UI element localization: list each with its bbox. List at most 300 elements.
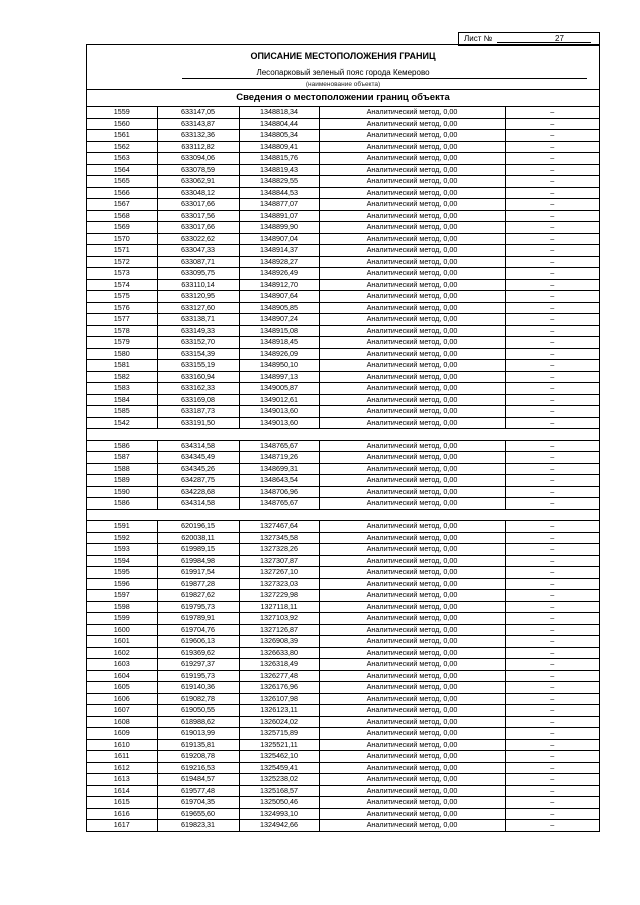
- point-number-cell: 1592: [87, 532, 157, 544]
- point-description-cell: –: [505, 624, 599, 636]
- point-description-cell: –: [505, 705, 599, 717]
- table-row: [87, 371, 599, 383]
- x-coordinate-cell: 633147,05: [157, 107, 239, 118]
- point-number-cell: 1609: [87, 728, 157, 740]
- point-description-cell: –: [505, 578, 599, 590]
- x-coordinate-cell: 633095,75: [157, 268, 239, 280]
- point-number-cell: 1564: [87, 164, 157, 176]
- y-coordinate-cell: 1348899,90: [239, 222, 319, 234]
- point-number-cell: 1582: [87, 371, 157, 383]
- point-description-cell: –: [505, 498, 599, 510]
- method-accuracy-cell: Аналитический метод, 0,00: [319, 797, 505, 809]
- x-coordinate-cell: 633155,19: [157, 360, 239, 372]
- x-coordinate-cell: 633047,33: [157, 245, 239, 257]
- point-number-cell: 1565: [87, 176, 157, 188]
- x-coordinate-cell: 619577,48: [157, 785, 239, 797]
- x-coordinate-cell: 633152,70: [157, 337, 239, 349]
- point-description-cell: –: [505, 314, 599, 326]
- point-number-cell: 1615: [87, 797, 157, 809]
- sheet-number: 27: [555, 34, 564, 43]
- table-row: [87, 417, 599, 429]
- y-coordinate-cell: 1326176,96: [239, 682, 319, 694]
- y-coordinate-cell: 1348765,67: [239, 498, 319, 510]
- table-row: [87, 394, 599, 406]
- y-coordinate-cell: 1348907,24: [239, 314, 319, 326]
- y-coordinate-cell: 1348804,44: [239, 118, 319, 130]
- point-description-cell: –: [505, 532, 599, 544]
- point-number-cell: 1567: [87, 199, 157, 211]
- x-coordinate-cell: 619795,73: [157, 601, 239, 613]
- x-coordinate-cell: 634314,58: [157, 498, 239, 510]
- y-coordinate-cell: 1325050,46: [239, 797, 319, 809]
- point-description-cell: –: [505, 555, 599, 567]
- point-description-cell: –: [505, 417, 599, 429]
- point-number-cell: 1591: [87, 521, 157, 533]
- point-number-cell: 1614: [87, 785, 157, 797]
- table-row: [87, 647, 599, 659]
- method-accuracy-cell: Аналитический метод, 0,00: [319, 808, 505, 820]
- point-description-cell: –: [505, 808, 599, 820]
- point-number-cell: 1572: [87, 256, 157, 268]
- y-coordinate-cell: 1325238,02: [239, 774, 319, 786]
- table-row: [87, 705, 599, 717]
- y-coordinate-cell: 1325521,11: [239, 739, 319, 751]
- point-number-cell: 1581: [87, 360, 157, 372]
- y-coordinate-cell: 1348815,76: [239, 153, 319, 165]
- method-accuracy-cell: Аналитический метод, 0,00: [319, 107, 505, 118]
- y-coordinate-cell: 1326633,80: [239, 647, 319, 659]
- y-coordinate-cell: 1348699,31: [239, 463, 319, 475]
- y-coordinate-cell: 1327307,87: [239, 555, 319, 567]
- point-number-cell: 1573: [87, 268, 157, 280]
- x-coordinate-cell: 619877,28: [157, 578, 239, 590]
- point-description-cell: –: [505, 302, 599, 314]
- x-coordinate-cell: 633143,87: [157, 118, 239, 130]
- x-coordinate-cell: 633132,36: [157, 130, 239, 142]
- y-coordinate-cell: 1325168,57: [239, 785, 319, 797]
- point-number-cell: 1580: [87, 348, 157, 360]
- method-accuracy-cell: Аналитический метод, 0,00: [319, 716, 505, 728]
- x-coordinate-cell: 619827,62: [157, 590, 239, 602]
- method-accuracy-cell: Аналитический метод, 0,00: [319, 751, 505, 763]
- y-coordinate-cell: 1348926,09: [239, 348, 319, 360]
- method-accuracy-cell: Аналитический метод, 0,00: [319, 682, 505, 694]
- table-row: [87, 141, 599, 153]
- point-description-cell: –: [505, 440, 599, 452]
- point-description-cell: –: [505, 256, 599, 268]
- x-coordinate-cell: 619984,98: [157, 555, 239, 567]
- y-coordinate-cell: 1348844,53: [239, 187, 319, 199]
- point-description-cell: –: [505, 164, 599, 176]
- y-coordinate-cell: 1348928,27: [239, 256, 319, 268]
- y-coordinate-cell: 1348914,37: [239, 245, 319, 257]
- point-number-cell: 1605: [87, 682, 157, 694]
- point-description-cell: –: [505, 613, 599, 625]
- method-accuracy-cell: Аналитический метод, 0,00: [319, 348, 505, 360]
- method-accuracy-cell: Аналитический метод, 0,00: [319, 153, 505, 165]
- point-description-cell: –: [505, 245, 599, 257]
- table-row: [87, 797, 599, 809]
- y-coordinate-cell: 1326024,02: [239, 716, 319, 728]
- point-description-cell: –: [505, 406, 599, 418]
- x-coordinate-cell: 633062,91: [157, 176, 239, 188]
- table-row: [87, 820, 599, 831]
- point-number-cell: 1602: [87, 647, 157, 659]
- x-coordinate-cell: 619917,54: [157, 567, 239, 579]
- point-number-cell: 1617: [87, 820, 157, 831]
- table-row: [87, 199, 599, 211]
- table-row: [87, 245, 599, 257]
- x-coordinate-cell: 620038,11: [157, 532, 239, 544]
- method-accuracy-cell: Аналитический метод, 0,00: [319, 739, 505, 751]
- x-coordinate-cell: 619082,78: [157, 693, 239, 705]
- table-row: [87, 164, 599, 176]
- point-description-cell: –: [505, 383, 599, 395]
- method-accuracy-cell: Аналитический метод, 0,00: [319, 463, 505, 475]
- y-coordinate-cell: 1348805,34: [239, 130, 319, 142]
- point-number-cell: 1612: [87, 762, 157, 774]
- method-accuracy-cell: Аналитический метод, 0,00: [319, 187, 505, 199]
- point-description-cell: –: [550, 820, 555, 830]
- table-row: [87, 808, 599, 820]
- point-number-cell: 1613: [87, 774, 157, 786]
- method-accuracy-cell: Аналитический метод, 0,00: [319, 176, 505, 188]
- point-number-cell: 1608: [87, 716, 157, 728]
- table-row: [87, 153, 599, 165]
- point-number-cell: 1563: [87, 153, 157, 165]
- table-row: [87, 314, 599, 326]
- y-coordinate-cell: 1348829,55: [239, 176, 319, 188]
- y-coordinate-cell: 1348877,07: [239, 199, 319, 211]
- x-coordinate-cell: 633169,08: [157, 394, 239, 406]
- point-description-cell: –: [505, 762, 599, 774]
- boundary-description-form: [86, 44, 600, 832]
- point-description-cell: –: [505, 176, 599, 188]
- x-coordinate-cell: 633112,82: [157, 141, 239, 153]
- point-description-cell: –: [505, 153, 599, 165]
- x-coordinate-cell: 633048,12: [157, 187, 239, 199]
- point-description-cell: –: [505, 210, 599, 222]
- table-row: [87, 440, 599, 452]
- x-coordinate-cell: 620196,15: [157, 521, 239, 533]
- y-coordinate-cell: 1348818,34: [239, 107, 319, 118]
- x-coordinate-cell: 619823,31: [157, 820, 239, 831]
- point-number-cell: 1610: [87, 739, 157, 751]
- table-row: [87, 682, 599, 694]
- method-accuracy-cell: Аналитический метод, 0,00: [319, 417, 505, 429]
- point-description-cell: –: [505, 682, 599, 694]
- point-description-cell: –: [505, 521, 599, 533]
- x-coordinate-cell: 634345,26: [157, 463, 239, 475]
- method-accuracy-cell: Аналитический метод, 0,00: [319, 567, 505, 579]
- y-coordinate-cell: 1325459,41: [239, 762, 319, 774]
- y-coordinate-cell: 1348891,07: [239, 210, 319, 222]
- y-coordinate-cell: 1348765,67: [239, 440, 319, 452]
- point-number-cell: 1575: [87, 291, 157, 303]
- table-row: [87, 486, 599, 498]
- method-accuracy-cell: Аналитический метод, 0,00: [319, 141, 505, 153]
- method-accuracy-cell: Аналитический метод, 0,00: [319, 728, 505, 740]
- y-coordinate-cell: 1324942,66: [239, 820, 319, 831]
- y-coordinate-cell: 1326908,39: [239, 636, 319, 648]
- table-row: [87, 532, 599, 544]
- x-coordinate-cell: 619989,15: [157, 544, 239, 556]
- table-row: [87, 590, 599, 602]
- point-description-cell: –: [505, 567, 599, 579]
- method-accuracy-cell: Аналитический метод, 0,00: [319, 279, 505, 291]
- x-coordinate-cell: 633149,33: [157, 325, 239, 337]
- method-accuracy-cell: Аналитический метод, 0,00: [319, 647, 505, 659]
- y-coordinate-cell: 1348809,41: [239, 141, 319, 153]
- point-description-cell: –: [505, 199, 599, 211]
- x-coordinate-cell: 633022,62: [157, 233, 239, 245]
- table-row: [87, 268, 599, 280]
- x-coordinate-cell: 619606,13: [157, 636, 239, 648]
- x-coordinate-cell: 619050,55: [157, 705, 239, 717]
- point-description-cell: –: [505, 348, 599, 360]
- point-number-cell: 1571: [87, 245, 157, 257]
- method-accuracy-cell: Аналитический метод, 0,00: [319, 693, 505, 705]
- x-coordinate-cell: 619297,37: [157, 659, 239, 671]
- point-number-cell: 1590: [87, 486, 157, 498]
- table-row: [87, 130, 599, 142]
- sheet-number-underline: [497, 42, 591, 43]
- point-description-cell: –: [505, 141, 599, 153]
- x-coordinate-cell: 619704,35: [157, 797, 239, 809]
- blank-cell: [87, 509, 599, 521]
- x-coordinate-cell: 633187,73: [157, 406, 239, 418]
- point-number-cell: 1589: [87, 475, 157, 487]
- table-row: [87, 739, 599, 751]
- point-number-cell: 1586: [87, 440, 157, 452]
- method-accuracy-cell: Аналитический метод, 0,00: [319, 199, 505, 211]
- x-coordinate-cell: 633094,06: [157, 153, 239, 165]
- table-row: [87, 291, 599, 303]
- x-coordinate-cell: 633017,66: [157, 199, 239, 211]
- point-number-cell: 1611: [87, 751, 157, 763]
- table-row: [87, 406, 599, 418]
- x-coordinate-cell: 633160,94: [157, 371, 239, 383]
- method-accuracy-cell: Аналитический метод, 0,00: [319, 532, 505, 544]
- y-coordinate-cell: 1327323,03: [239, 578, 319, 590]
- table-row: [87, 256, 599, 268]
- table-row: [87, 222, 599, 234]
- table-row: [87, 555, 599, 567]
- y-coordinate-cell: 1326318,49: [239, 659, 319, 671]
- y-coordinate-cell: 1348905,85: [239, 302, 319, 314]
- x-coordinate-cell: 619655,60: [157, 808, 239, 820]
- point-number-cell: 1569: [87, 222, 157, 234]
- point-number-cell: 1585: [87, 406, 157, 418]
- y-coordinate-cell: 1348907,64: [239, 291, 319, 303]
- table-row: [87, 452, 599, 464]
- method-accuracy-cell: Аналитический метод, 0,00: [319, 498, 505, 510]
- method-accuracy-cell: Аналитический метод, 0,00: [319, 486, 505, 498]
- y-coordinate-cell: 1327467,64: [239, 521, 319, 533]
- table-row: [87, 762, 599, 774]
- point-description-cell: –: [505, 130, 599, 142]
- point-number-cell: 1576: [87, 302, 157, 314]
- table-row: [87, 337, 599, 349]
- table-row: [87, 578, 599, 590]
- point-number-cell: 1559: [87, 107, 157, 118]
- point-number-cell: 1606: [87, 693, 157, 705]
- x-coordinate-cell: 619216,53: [157, 762, 239, 774]
- point-number-cell: 1597: [87, 590, 157, 602]
- y-coordinate-cell: 1327328,26: [239, 544, 319, 556]
- x-coordinate-cell: 619140,36: [157, 682, 239, 694]
- point-description-cell: –: [505, 325, 599, 337]
- table-row: [87, 567, 599, 579]
- point-description-cell: –: [505, 601, 599, 613]
- y-coordinate-cell: 1349012,61: [239, 394, 319, 406]
- point-number-cell: 1587: [87, 452, 157, 464]
- method-accuracy-cell: Аналитический метод, 0,00: [319, 164, 505, 176]
- point-description-cell: –: [505, 670, 599, 682]
- x-coordinate-cell: 633191,50: [157, 417, 239, 429]
- method-accuracy-cell: Аналитический метод, 0,00: [319, 555, 505, 567]
- method-accuracy-cell: Аналитический метод, 0,00: [319, 130, 505, 142]
- point-description-cell: –: [505, 774, 599, 786]
- point-description-cell: –: [505, 647, 599, 659]
- point-description-cell: –: [505, 452, 599, 464]
- point-description-cell: –: [505, 279, 599, 291]
- x-coordinate-cell: 634228,68: [157, 486, 239, 498]
- method-accuracy-cell: Аналитический метод, 0,00: [319, 337, 505, 349]
- method-accuracy-cell: Аналитический метод, 0,00: [319, 475, 505, 487]
- method-accuracy-cell: Аналитический метод, 0,00: [319, 521, 505, 533]
- x-coordinate-cell: 633154,39: [157, 348, 239, 360]
- y-coordinate-cell: 1348997,13: [239, 371, 319, 383]
- point-description-cell: –: [505, 693, 599, 705]
- y-coordinate-cell: 1348706,96: [239, 486, 319, 498]
- document-title: ОПИСАНИЕ МЕСТОПОЛОЖЕНИЯ ГРАНИЦ: [250, 51, 436, 61]
- y-coordinate-cell: 1327126,87: [239, 624, 319, 636]
- table-row: [87, 302, 599, 314]
- y-coordinate-cell: 1348912,70: [239, 279, 319, 291]
- method-accuracy-cell: Аналитический метод, 0,00: [319, 705, 505, 717]
- point-description-cell: –: [505, 222, 599, 234]
- blank-row: [87, 429, 599, 441]
- y-coordinate-cell: 1349013,60: [239, 417, 319, 429]
- object-name-caption: (наименование объекта): [87, 79, 599, 90]
- point-number-cell: 1601: [87, 636, 157, 648]
- point-number-cell: 1568: [87, 210, 157, 222]
- point-description-cell: –: [505, 590, 599, 602]
- method-accuracy-cell: Аналитический метод, 0,00: [319, 762, 505, 774]
- x-coordinate-cell: 618988,62: [157, 716, 239, 728]
- point-description-cell: –: [505, 371, 599, 383]
- y-coordinate-cell: 1326277,48: [239, 670, 319, 682]
- table-row: [87, 774, 599, 786]
- method-accuracy-cell: Аналитический метод, 0,00: [319, 291, 505, 303]
- y-coordinate-cell: 1348719,26: [239, 452, 319, 464]
- table-row: [87, 210, 599, 222]
- point-number-cell: 1561: [87, 130, 157, 142]
- y-coordinate-cell: 1327118,11: [239, 601, 319, 613]
- table-row: [87, 751, 599, 763]
- x-coordinate-cell: 633087,71: [157, 256, 239, 268]
- x-coordinate-cell: 633110,14: [157, 279, 239, 291]
- point-number-cell: 1542: [87, 417, 157, 429]
- table-row: [87, 636, 599, 648]
- table-row: [87, 659, 599, 671]
- point-description-cell: –: [505, 785, 599, 797]
- x-coordinate-cell: 634345,49: [157, 452, 239, 464]
- x-coordinate-cell: 619195,73: [157, 670, 239, 682]
- point-description-cell: –: [505, 751, 599, 763]
- method-accuracy-cell: Аналитический метод, 0,00: [319, 118, 505, 130]
- method-accuracy-cell: Аналитический метод, 0,00: [319, 659, 505, 671]
- y-coordinate-cell: 1349013,60: [239, 406, 319, 418]
- point-description-cell: –: [505, 360, 599, 372]
- point-number-cell: 1584: [87, 394, 157, 406]
- x-coordinate-cell: 633162,33: [157, 383, 239, 395]
- table-row: [87, 785, 599, 797]
- table-row: [87, 279, 599, 291]
- x-coordinate-cell: 619704,76: [157, 624, 239, 636]
- x-coordinate-cell: 619013,99: [157, 728, 239, 740]
- point-number-cell: 1586: [87, 498, 157, 510]
- point-description-cell: –: [505, 475, 599, 487]
- coordinates-table-body: [87, 107, 599, 831]
- x-coordinate-cell: 633120,95: [157, 291, 239, 303]
- method-accuracy-cell: Аналитический метод, 0,00: [319, 314, 505, 326]
- point-number-cell: 1600: [87, 624, 157, 636]
- table-row: [87, 475, 599, 487]
- point-number-cell: 1588: [87, 463, 157, 475]
- point-description-cell: –: [505, 716, 599, 728]
- method-accuracy-cell: Аналитический метод, 0,00: [319, 440, 505, 452]
- y-coordinate-cell: 1348643,54: [239, 475, 319, 487]
- point-description-cell: –: [505, 463, 599, 475]
- table-row: [87, 348, 599, 360]
- table-row: [87, 107, 599, 118]
- method-accuracy-cell: Аналитический метод, 0,00: [319, 383, 505, 395]
- method-accuracy-cell: Аналитический метод, 0,00: [319, 325, 505, 337]
- point-number-cell: 1594: [87, 555, 157, 567]
- y-coordinate-cell: 1327267,10: [239, 567, 319, 579]
- table-row: [87, 463, 599, 475]
- y-coordinate-cell: 1348819,43: [239, 164, 319, 176]
- coordinates-table: [87, 107, 599, 831]
- table-row: [87, 521, 599, 533]
- method-accuracy-cell: Аналитический метод, 0,00: [319, 268, 505, 280]
- table-row: [87, 383, 599, 395]
- x-coordinate-cell: 633017,56: [157, 210, 239, 222]
- point-number-cell: 1593: [87, 544, 157, 556]
- y-coordinate-cell: 1327229,98: [239, 590, 319, 602]
- section-title: Сведения о местоположении границ объекта: [87, 90, 599, 107]
- x-coordinate-cell: 619208,78: [157, 751, 239, 763]
- sheet-label: Лист №: [464, 34, 493, 43]
- point-description-cell: –: [505, 739, 599, 751]
- x-coordinate-cell: 619789,91: [157, 613, 239, 625]
- point-description-cell: –: [505, 728, 599, 740]
- y-coordinate-cell: 1325715,89: [239, 728, 319, 740]
- x-coordinate-cell: 633138,71: [157, 314, 239, 326]
- point-number-cell: 1574: [87, 279, 157, 291]
- point-description-cell: –: [505, 636, 599, 648]
- point-number-cell: 1583: [87, 383, 157, 395]
- method-accuracy-cell: Аналитический метод, 0,00: [319, 670, 505, 682]
- x-coordinate-cell: 633078,59: [157, 164, 239, 176]
- table-row: [87, 728, 599, 740]
- y-coordinate-cell: 1327103,92: [239, 613, 319, 625]
- point-number-cell: 1599: [87, 613, 157, 625]
- point-number-cell: 1598: [87, 601, 157, 613]
- table-row: [87, 187, 599, 199]
